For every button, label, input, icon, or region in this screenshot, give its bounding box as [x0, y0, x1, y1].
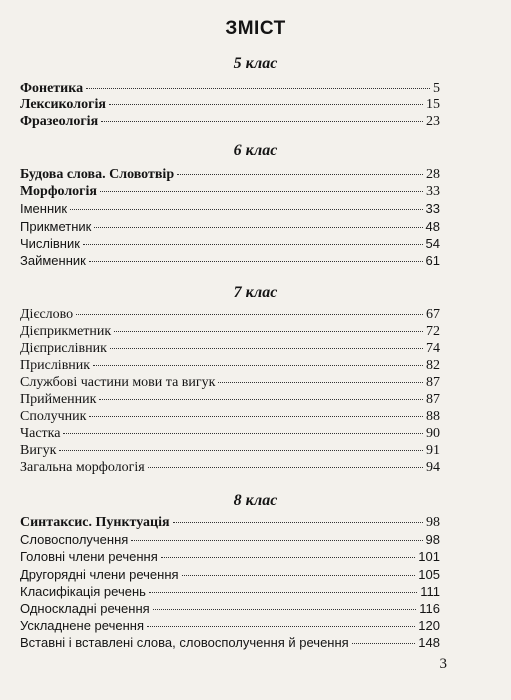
page-title: ЗМІСТ — [225, 18, 286, 39]
dot-leader — [177, 174, 423, 175]
toc-entry-page: 67 — [426, 307, 440, 322]
toc-entry — [20, 323, 440, 341]
toc-entry-title: Прислівник — [20, 358, 91, 373]
toc-entry-page: 74 — [426, 341, 440, 356]
dot-leader — [99, 399, 423, 400]
toc-entry — [20, 357, 440, 375]
toc-entry-title: Фразеологія — [20, 114, 99, 129]
toc-entry-title: Синтаксис. Пунктуація — [20, 515, 170, 530]
dot-leader — [94, 227, 422, 228]
toc-entry — [20, 200, 440, 218]
toc-entry — [20, 459, 440, 477]
toc-entry-title: Морфологія — [20, 184, 97, 199]
toc-entry — [20, 340, 440, 358]
toc-entry-title: Ускладнене речення — [20, 618, 144, 633]
toc-entry-title: Односкладні речення — [20, 601, 150, 616]
toc-entry-title: Сполучник — [20, 409, 87, 424]
toc-entry-title: Головні члени речення — [20, 549, 158, 564]
toc-entry-title: Фонетика — [20, 81, 84, 96]
toc-entry — [20, 634, 440, 652]
toc-entry-page: 88 — [426, 409, 440, 424]
toc-entry-title: Прикметник — [20, 219, 92, 234]
toc-entry-page: 82 — [426, 358, 440, 373]
dot-leader — [83, 244, 423, 245]
section-heading-grade-6: 6 клас — [233, 142, 278, 159]
toc-entry-title: Дієслово — [20, 307, 74, 322]
toc-entry-page: 120 — [418, 618, 440, 633]
dot-leader — [161, 557, 416, 558]
toc-entry-title: Вигук — [20, 443, 57, 458]
toc-entry — [20, 166, 440, 184]
dot-leader — [89, 416, 423, 417]
dot-leader — [63, 433, 423, 434]
toc-entry-title: Лексикологія — [20, 97, 106, 112]
toc-entry-page: 148 — [418, 635, 440, 650]
page-number: 3 — [439, 656, 447, 672]
toc-entry-page: 98 — [426, 515, 440, 530]
toc-entry — [20, 113, 440, 131]
toc-entry — [20, 96, 440, 114]
dot-leader — [114, 331, 423, 332]
toc-entry — [20, 548, 440, 566]
toc-entry-page: 33 — [425, 201, 440, 216]
dot-leader — [109, 104, 423, 105]
dot-leader — [131, 540, 422, 541]
toc-entry-title: Вставні і вставлені слова, словосполучення й речення — [20, 635, 349, 650]
toc-entry-title: Частка — [20, 426, 61, 441]
toc-entry-page: 98 — [425, 532, 440, 547]
toc-entry-title: Дієприслівник — [20, 341, 107, 356]
dot-leader — [70, 209, 422, 210]
toc-entry-page: 87 — [426, 375, 440, 390]
toc-entry — [20, 183, 440, 201]
dot-leader — [173, 522, 423, 523]
dot-leader — [148, 467, 423, 468]
toc-entry-page: 72 — [426, 324, 440, 339]
toc-entry-page: 87 — [426, 392, 440, 407]
dot-leader — [86, 88, 430, 89]
toc-entry-title: Класифікація речень — [20, 584, 146, 599]
toc-entry-title: Будова слова. Словотвір — [20, 167, 175, 182]
toc-entry — [20, 531, 440, 549]
dot-leader — [59, 450, 423, 451]
toc-entry-page: 111 — [420, 584, 440, 599]
toc-entry — [20, 374, 440, 392]
toc-entry-page: 101 — [418, 549, 440, 564]
toc-entry-page: 15 — [426, 97, 440, 112]
toc-entry-title: Займенник — [20, 253, 86, 268]
toc-entry-title: Словосполучення — [20, 532, 129, 547]
toc-entry-page: 94 — [426, 460, 440, 475]
dot-leader — [182, 575, 416, 576]
dot-leader — [149, 592, 417, 593]
toc-entry-title: Службові частини мови та вигук — [20, 375, 216, 390]
toc-entry — [20, 514, 440, 532]
toc-entry-title: Дієприкметник — [20, 324, 112, 339]
toc-entry-page: 116 — [419, 601, 440, 616]
dot-leader — [110, 348, 423, 349]
toc-entry — [20, 617, 440, 635]
dot-leader — [76, 314, 423, 315]
section-heading-grade-5: 5 клас — [233, 55, 278, 72]
toc-entry — [20, 306, 440, 324]
toc-entry-page: 54 — [425, 236, 440, 251]
toc-entry-page: 23 — [426, 114, 440, 129]
toc-entry-page: 105 — [418, 567, 440, 582]
toc-entry — [20, 442, 440, 460]
toc-entry-title: Прийменник — [20, 392, 97, 407]
toc-entry-title: Числівник — [20, 236, 80, 251]
toc-entry — [20, 252, 440, 270]
toc-entry — [20, 600, 440, 618]
dot-leader — [147, 626, 415, 627]
section-heading-grade-7: 7 клас — [233, 284, 278, 301]
dot-leader — [352, 643, 416, 644]
toc-entry-title: Другорядні члени речення — [20, 567, 179, 582]
toc-entry — [20, 566, 440, 584]
toc-entry-page: 90 — [426, 426, 440, 441]
toc-entry — [20, 235, 440, 253]
toc-entry-title: Іменник — [20, 201, 68, 216]
toc-entry-page: 91 — [426, 443, 440, 458]
dot-leader — [101, 121, 423, 122]
toc-entry — [20, 218, 440, 236]
dot-leader — [89, 261, 423, 262]
toc-entry-page: 5 — [433, 81, 440, 96]
toc-entry-page: 33 — [426, 184, 440, 199]
toc-entry — [20, 391, 440, 409]
toc-entry — [20, 408, 440, 426]
section-heading-grade-8: 8 клас — [233, 492, 278, 509]
dot-leader — [153, 609, 417, 610]
toc-entry — [20, 425, 440, 443]
toc-entry-page: 48 — [425, 219, 440, 234]
toc-entry-page: 61 — [425, 253, 440, 268]
toc-entry — [20, 583, 440, 601]
toc-entry-title: Загальна морфологія — [20, 460, 145, 475]
dot-leader — [100, 191, 423, 192]
toc-entry-page: 28 — [426, 167, 440, 182]
dot-leader — [218, 382, 423, 383]
dot-leader — [93, 365, 423, 366]
